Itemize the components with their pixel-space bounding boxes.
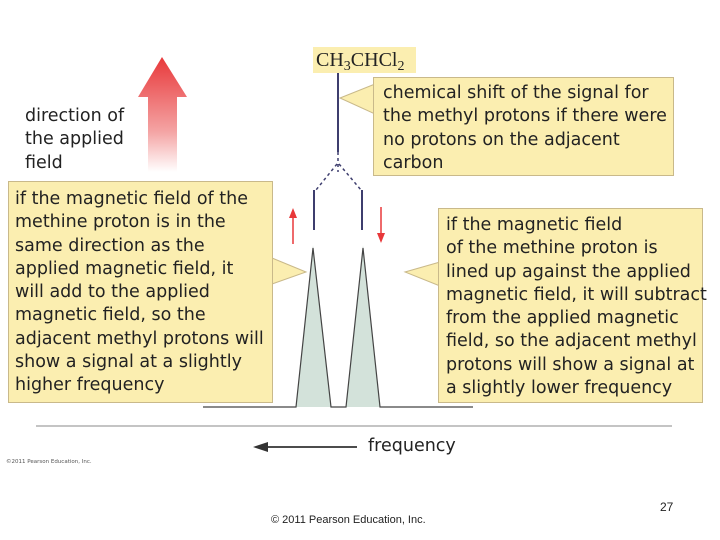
callout-top-pointer	[340, 84, 375, 114]
callout-parallel-field: if the magnetic field of the methine proton is in the same direction as the applied magnetic field, it will add to the applied magnetic field, so the adjacent methyl protons will show a signal at a slightly higher frequency	[8, 181, 273, 403]
callout-right-pointer	[405, 262, 440, 286]
figure-copyright: ©2011 Pearson Education, Inc.	[6, 459, 92, 465]
spin-up-arrow	[289, 208, 297, 244]
compound-formula: $CH_3CHCl_2$	[313, 47, 416, 73]
split-dash-left	[316, 164, 337, 190]
callout-unsplit-shift: chemical shift of the signal for the methyl protons if there were no protons on the adjacent carbon	[373, 77, 674, 176]
frequency-axis-label: frequency	[368, 436, 456, 456]
applied-field-arrow	[138, 57, 187, 172]
peak-right	[346, 245, 380, 407]
footer-copyright: © 2011 Pearson Education, Inc.	[271, 514, 426, 526]
applied-field-label: direction of the applied field	[25, 106, 125, 173]
page-number: 27	[660, 500, 674, 514]
callout-antiparallel-field: if the magnetic field of the methine proton is lined up against the applied magnetic field, it will subtract from the applied magnetic field, so the adjacent methyl protons will show a signal at a slightly lower frequency	[438, 208, 703, 403]
frequency-arrow	[253, 442, 357, 452]
split-dash-right	[339, 164, 361, 190]
callout-left-pointer	[272, 258, 306, 284]
peak-left	[296, 245, 331, 407]
spin-down-arrow	[377, 207, 385, 243]
